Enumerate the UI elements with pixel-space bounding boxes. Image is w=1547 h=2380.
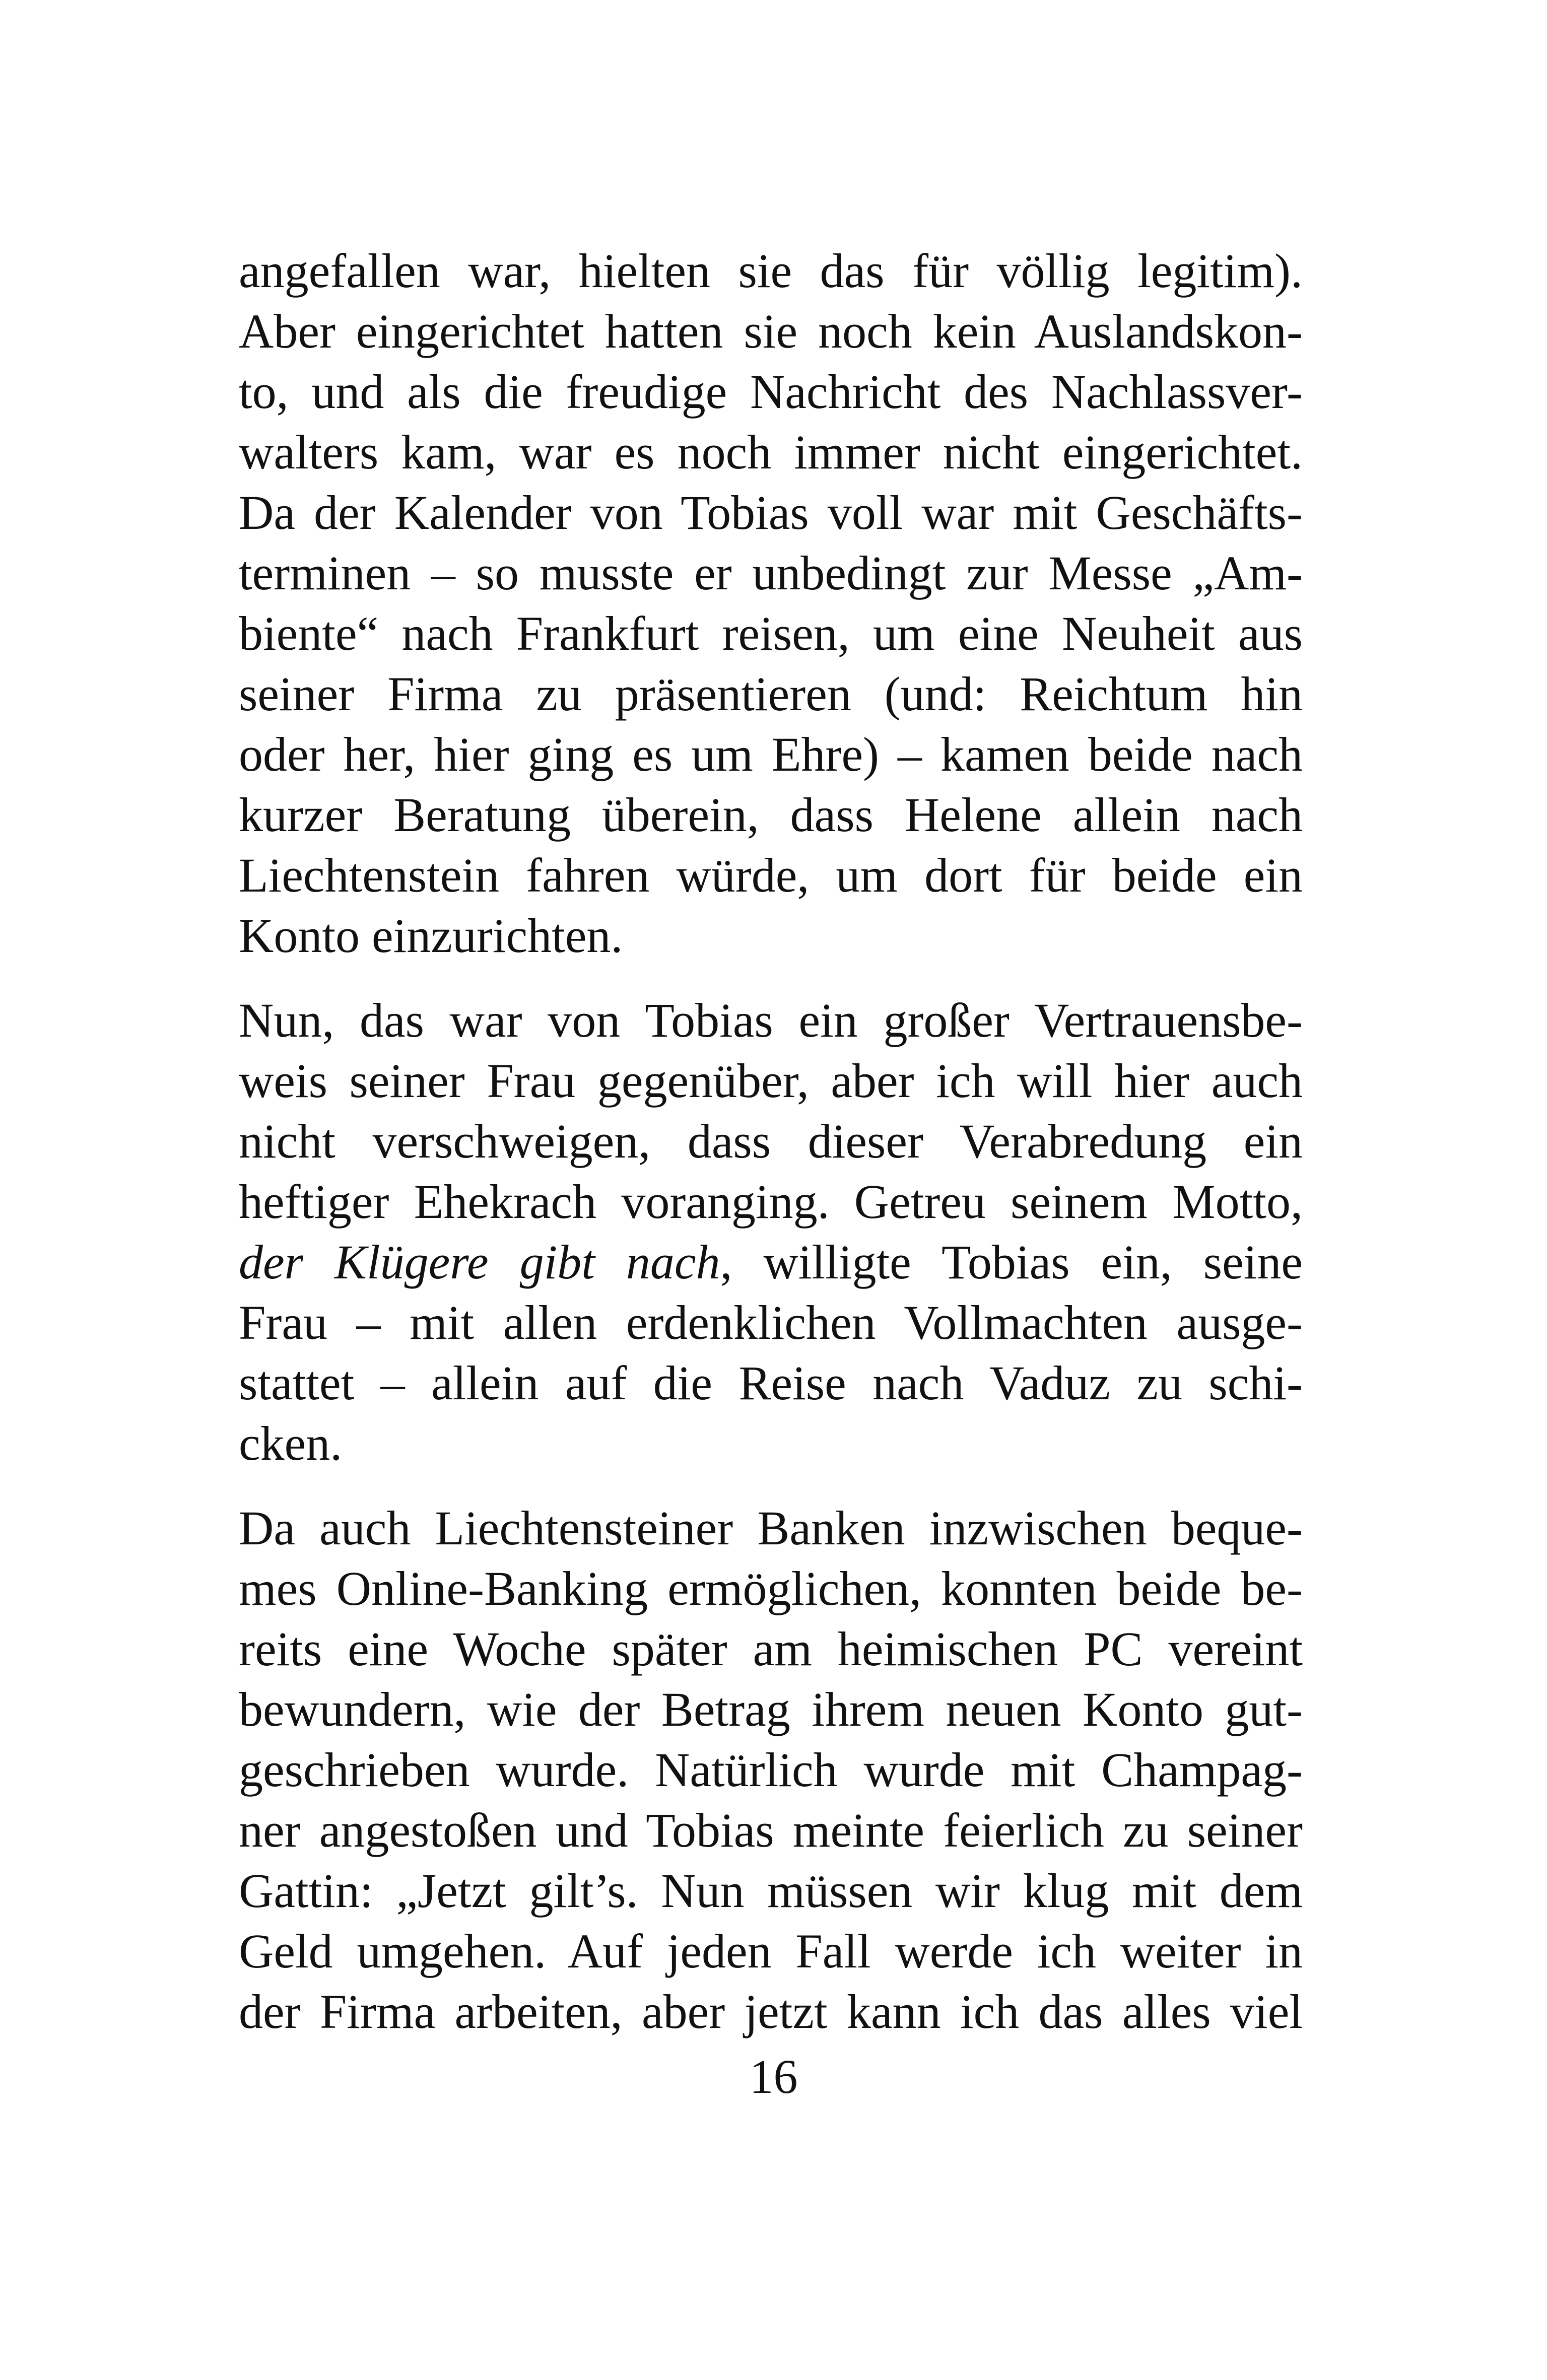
text-span: Liechtenstein fahren würde, um dort für beide ein [239, 848, 1303, 902]
paragraph-3 [239, 1498, 1303, 2042]
text-span: geschrieben wurde. Natürlich wurde mit Champag- [239, 1743, 1303, 1797]
text-line [239, 543, 1303, 603]
text-span: Geld umgehen. Auf jeden Fall werde ich weiter in [239, 1924, 1303, 1978]
text-line [239, 1111, 1303, 1172]
paragraph-2 [239, 990, 1303, 1474]
text-line [239, 724, 1303, 785]
text-span: der Firma arbeiten, aber jetzt kann ich das alles viel [239, 1985, 1303, 2038]
text-span: Gattin: „Jetzt gilt’s. Nun müssen wir klug mit dem [239, 1864, 1303, 1918]
text-line [239, 1232, 1303, 1293]
text-span: mes Online-Banking ermöglichen, konnten beide be- [239, 1561, 1303, 1615]
text-line [239, 1619, 1303, 1679]
text-line [239, 1498, 1303, 1558]
text-span: cken. [239, 1416, 343, 1470]
text-line [239, 483, 1303, 543]
text-line [239, 241, 1303, 301]
text-line [239, 422, 1303, 483]
text-span: reits eine Woche später am heimischen PC vereint [239, 1622, 1303, 1676]
text-line [239, 1921, 1303, 1982]
text-line [239, 301, 1303, 362]
text-span: heftiger Ehekrach voranging. Getreu seinem Motto, [239, 1175, 1303, 1229]
text-line [239, 1740, 1303, 1800]
text-line [239, 1679, 1303, 1740]
text-span: walters kam, war es noch immer nicht eingerichtet. [239, 425, 1303, 479]
text-line [239, 1293, 1303, 1353]
page-body [239, 241, 1303, 2042]
text-span: bewundern, wie der Betrag ihrem neuen Konto gut- [239, 1682, 1303, 1736]
text-line [239, 845, 1303, 906]
text-span: Da der Kalender von Tobias voll war mit Geschäfts- [239, 486, 1303, 539]
text-line [239, 1861, 1303, 1921]
text-span: seiner Firma zu präsentieren (und: Reichtum hin [239, 667, 1303, 721]
text-span: Nun, das war von Tobias ein großer Vertrauensbe- [239, 993, 1303, 1047]
text-line [239, 1413, 1303, 1474]
text-span: ner angestoßen und Tobias meinte feierlich zu seiner [239, 1803, 1303, 1857]
text-span: Konto einzurichten. [239, 909, 623, 963]
text-line [239, 906, 1303, 966]
text-span: Aber eingerichtet hatten sie noch kein Auslandskon- [239, 304, 1303, 358]
text-span: stattet – allein auf die Reise nach Vaduz zu schi- [239, 1356, 1303, 1410]
text-span: Da auch Liechtensteiner Banken inzwischen beque- [239, 1501, 1303, 1555]
text-line [239, 1051, 1303, 1111]
page-number: 16 [749, 2050, 798, 2103]
text-span: to, und als die freudige Nachricht des Nachlassver- [239, 365, 1303, 419]
text-line [239, 1172, 1303, 1232]
text-span: terminen – so musste er unbedingt zur Messe „Am- [239, 546, 1303, 600]
text-span: biente“ nach Frankfurt reisen, um eine Neuheit aus [239, 606, 1303, 660]
italic-motto: der Klügere gibt nach [239, 1235, 720, 1289]
text-line [239, 990, 1303, 1051]
text-span: nicht verschweigen, dass dieser Verabredung ein [239, 1114, 1303, 1168]
text-line [239, 664, 1303, 724]
text-line [239, 1982, 1303, 2042]
text-span: kurzer Beratung überein, dass Helene allein nach [239, 788, 1303, 842]
text-span: oder her, hier ging es um Ehre) – kamen beide nach [239, 727, 1303, 781]
text-line [239, 1353, 1303, 1413]
text-line [239, 1800, 1303, 1861]
paragraph-1 [239, 241, 1303, 966]
text-line [239, 785, 1303, 845]
text-line [239, 362, 1303, 422]
text-span: weis seiner Frau gegenüber, aber ich will hier auch [239, 1054, 1303, 1108]
text-line [239, 1558, 1303, 1619]
text-span: angefallen war, hielten sie das für völlig legitim). [239, 244, 1303, 298]
text-span: , willigte Tobias ein, seine [720, 1235, 1303, 1289]
text-line [239, 603, 1303, 664]
text-span: Frau – mit allen erdenklichen Vollmachten ausge- [239, 1296, 1303, 1349]
